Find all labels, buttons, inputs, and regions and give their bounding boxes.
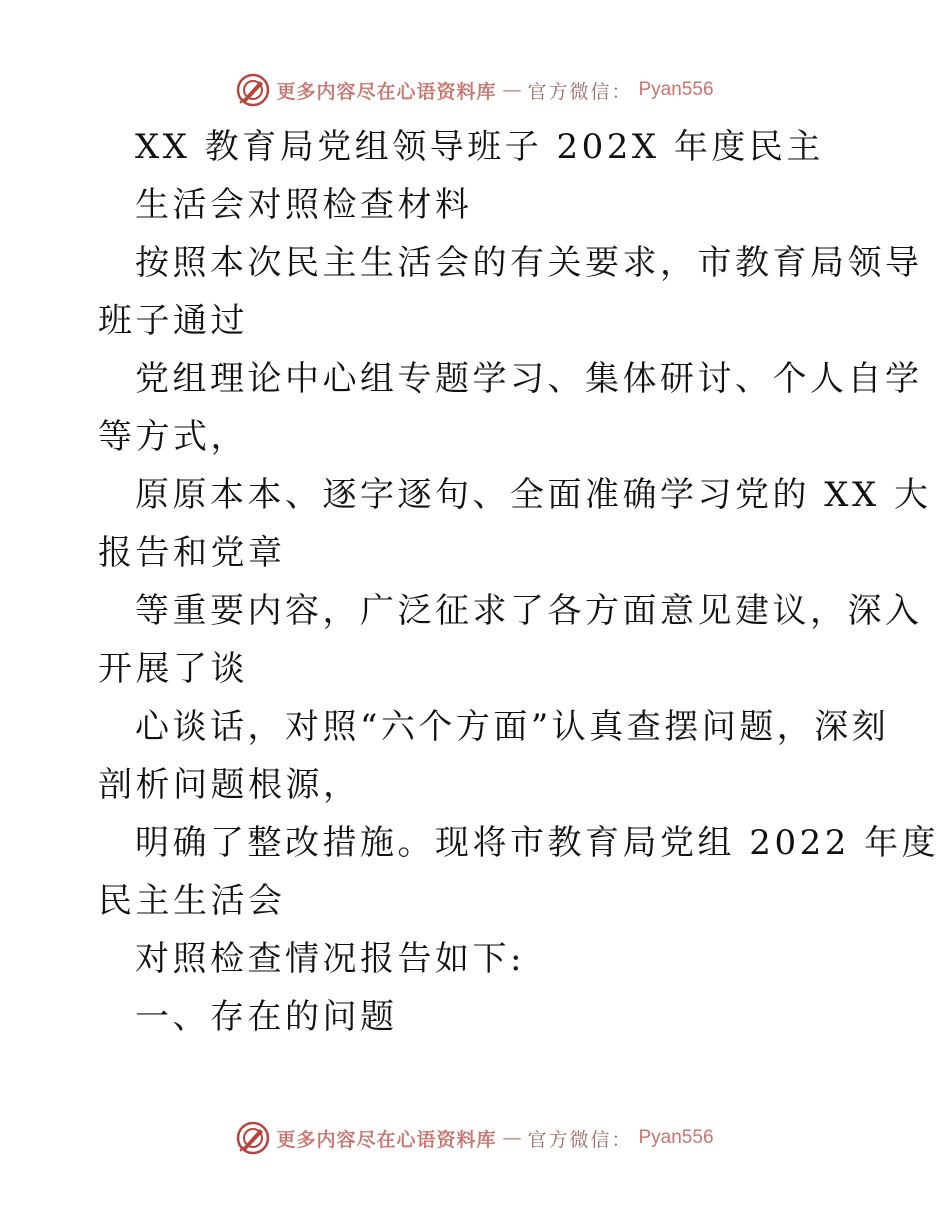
quill-logo-icon — [236, 73, 270, 107]
document-line: 报告和党章 — [98, 533, 286, 573]
document-line: 一、存在的问题 — [135, 997, 398, 1037]
document-line: 开展了谈 — [98, 649, 248, 689]
watermark-header-inner — [236, 73, 713, 107]
document-line: XX 教育局党组领导班子 202X 年度民主 — [135, 127, 824, 167]
watermark-dash: — — [502, 1127, 522, 1149]
watermark-site-text: 更多内容尽在心语资料库 — [276, 80, 497, 103]
watermark-site-text: 更多内容尽在心语资料库 — [276, 1128, 497, 1151]
document-line: 剖析问题根源， — [98, 765, 361, 805]
document-line: 等重要内容，广泛征求了各方面意见建议，深入 — [135, 591, 923, 631]
document-line: 等方式， — [98, 417, 248, 457]
watermark-wechat-label: 官方微信： — [527, 1128, 633, 1151]
document-body — [98, 118, 940, 1046]
watermark-wechat-id: Pyan556 — [638, 1127, 714, 1148]
document-line: 明确了整改措施。现将市教育局党组 2022 年度 — [135, 823, 940, 863]
watermark-footer-inner — [236, 1121, 713, 1155]
document-line: 按照本次民主生活会的有关要求，市教育局领导 — [135, 243, 923, 283]
document-line: 心谈话，对照“六个方面”认真查摆问题，深刻 — [135, 707, 890, 747]
watermark-header — [0, 70, 950, 110]
document-line: 生活会对照检查材料 — [135, 185, 473, 225]
watermark-footer — [0, 1118, 950, 1158]
watermark-wechat-id: Pyan556 — [638, 79, 714, 100]
document-line: 党组理论中心组专题学习、集体研讨、个人自学 — [135, 359, 923, 399]
document-line: 原原本本、逐字逐句、全面准确学习党的 XX 大 — [135, 475, 932, 515]
document-line: 对照检查情况报告如下: — [135, 939, 525, 979]
document-line: 民主生活会 — [98, 881, 286, 921]
watermark-dash: — — [502, 79, 522, 101]
document-line: 班子通过 — [98, 301, 248, 341]
watermark-wechat-label: 官方微信： — [527, 80, 633, 103]
quill-logo-icon — [236, 1121, 270, 1155]
